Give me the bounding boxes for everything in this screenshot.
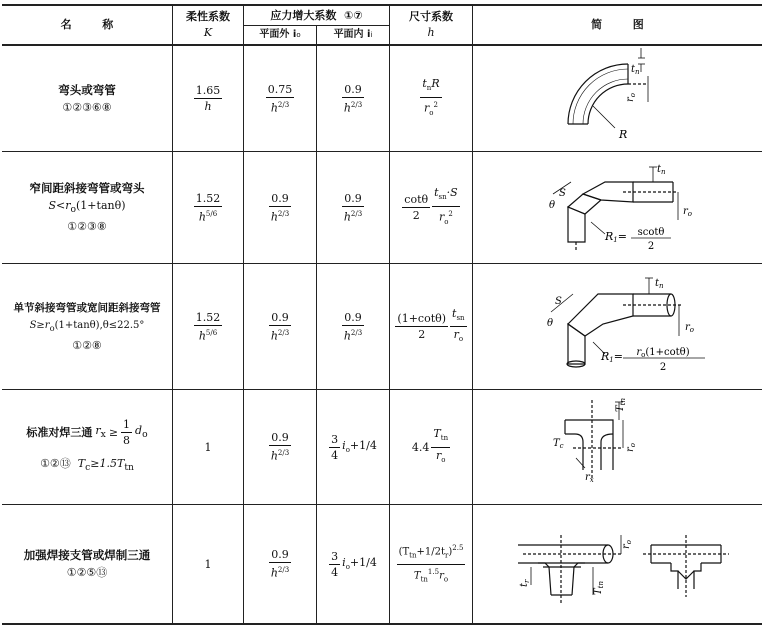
row3-name: 单节斜接弯管或宽间距斜接弯管 $S\ge r_o(1+\tan\theta),\theta\le 22.5^\circ$ ①②⑧ xyxy=(13,301,161,352)
sketch-label-S: S xyxy=(555,296,562,307)
sketch-label-theta: θ xyxy=(549,200,556,211)
sketch-label-T: $T_{tn}$ xyxy=(593,581,605,595)
sketch-label-t: $t_n$ xyxy=(657,164,666,176)
row2-sketch xyxy=(473,152,762,263)
table-bottom-border xyxy=(2,623,762,625)
row5-ii: $\frac{3}{4}$ $i_o+1/4$ xyxy=(331,549,377,579)
sketch-label-R: R xyxy=(619,128,628,141)
row4-io: $\frac{0.9}{h^{2/3}}$ xyxy=(270,431,290,463)
sketch-label-r: $r_o$ xyxy=(625,93,637,102)
sketch-label-r: $r_o$ xyxy=(621,540,633,549)
row5-io: $\frac{0.9}{h^{2/3}}$ xyxy=(270,548,290,580)
single-miter-sketch-icon xyxy=(473,264,762,389)
sketch-label-R1: R1= xyxy=(605,230,627,244)
row5-h: $\frac{(T_{tn}+1/2t_r)^{2.5}}{T_{tn}^{1.5}r_o}$ xyxy=(398,544,464,583)
header-sif: 应力增大系数 ①⑦ xyxy=(270,8,363,22)
row3-sketch xyxy=(473,264,762,389)
header-sif-in: 平面内 i i xyxy=(333,29,373,40)
sketch-label-t: $t_r$ xyxy=(519,579,531,587)
sketch-frac-num: $r_o(1+\cot\theta)$ xyxy=(636,347,690,359)
tee-sketch-icon xyxy=(473,390,762,504)
sketch-frac-den: 2 xyxy=(659,362,667,373)
row4-h: 4.4 $\frac{T_{tn}}{r_o}$ xyxy=(411,427,449,464)
row5-name: 加强焊接支管或焊制三通 ①②⑤⑬ xyxy=(23,548,151,579)
header-sketch: 简 图 xyxy=(591,18,644,31)
sketch-label-t: $t_n$ xyxy=(631,64,640,76)
row1-ii: $\frac{0.9}{h^{2/3}}$ xyxy=(343,82,363,115)
sketch-label-rx: $r_x$ xyxy=(585,472,594,484)
miter-bend-sketch-icon xyxy=(473,152,762,263)
sketch-label-theta: θ xyxy=(547,318,554,329)
sketch-label-r: $r_o$ xyxy=(683,206,692,218)
row2-name: 窄间距斜接弯管或弯头 $S<r_o(1+\tan\theta)$ ①②③⑧ xyxy=(29,180,145,234)
header-sif-out: 平面外 i o xyxy=(259,29,301,40)
row3-k: $\frac{1.52}{h^{5/6}}$ xyxy=(195,310,221,343)
row2-io: $\frac{0.9}{h^{2/3}}$ xyxy=(270,191,290,224)
row5-k: 1 xyxy=(204,557,212,571)
row3-ii: $\frac{0.9}{h^{2/3}}$ xyxy=(343,310,363,343)
sketch-label-r: $r_o$ xyxy=(685,322,694,334)
row4-name: 标准对焊三通 $r_x$ ≥ $\frac{1}{8}$ $d_o$ ①②⑬ $T_c\ge 1.5T_{tn}$ xyxy=(26,417,148,474)
header-name: 名 称 xyxy=(60,18,114,31)
sketch-label-S: S xyxy=(559,188,566,199)
sketch-label-R1: R1= xyxy=(601,350,623,364)
row3-io: $\frac{0.9}{h^{2/3}}$ xyxy=(270,310,290,343)
row5-sketch xyxy=(473,505,762,623)
sketch-frac-num: scotθ xyxy=(637,227,665,238)
row4-k: 1 xyxy=(204,440,212,454)
row1-sketch xyxy=(473,46,762,151)
sketch-label-t: $t_n$ xyxy=(655,278,664,290)
header-size-factor: 尺寸系数 h xyxy=(409,10,453,39)
row2-k: $\frac{1.52}{h^{5/6}}$ xyxy=(195,191,221,224)
row4-sketch xyxy=(473,390,762,504)
sketch-label-T: $T_{tn}$ xyxy=(615,398,627,412)
row2-h: $\frac{\cot\theta}{2}$ $\frac{t_{sn}\cdot S}{r_o^2}$ xyxy=(404,186,458,226)
row1-h: $\frac{t_nR}{r_o^2}$ xyxy=(422,77,440,117)
sketch-label-Tc: $T_c$ xyxy=(553,438,564,450)
row2-ii: $\frac{0.9}{h^{2/3}}$ xyxy=(343,191,363,224)
row4-ii: $\frac{3}{4}$ $i_o+1/4$ xyxy=(331,432,377,462)
row1-name: 弯头或弯管 ①②③⑥⑧ xyxy=(58,82,116,114)
elbow-sketch-icon xyxy=(473,46,762,151)
header-flex-factor: 柔性系数 K xyxy=(186,10,230,39)
row3-h: $\frac{(1+\cot\theta)}{2}$ $\frac{t_{sn}}{r_o}$ xyxy=(397,306,465,344)
reinforced-branch-sketch-icon xyxy=(473,505,762,623)
row1-io: $\frac{0.75}{h^{2/3}}$ xyxy=(267,82,293,115)
sketch-frac-den: 2 xyxy=(647,241,655,252)
sketch-label-r: $r_o$ xyxy=(625,443,637,452)
row1-k: $\frac{1.65}{h}$ xyxy=(195,84,221,113)
